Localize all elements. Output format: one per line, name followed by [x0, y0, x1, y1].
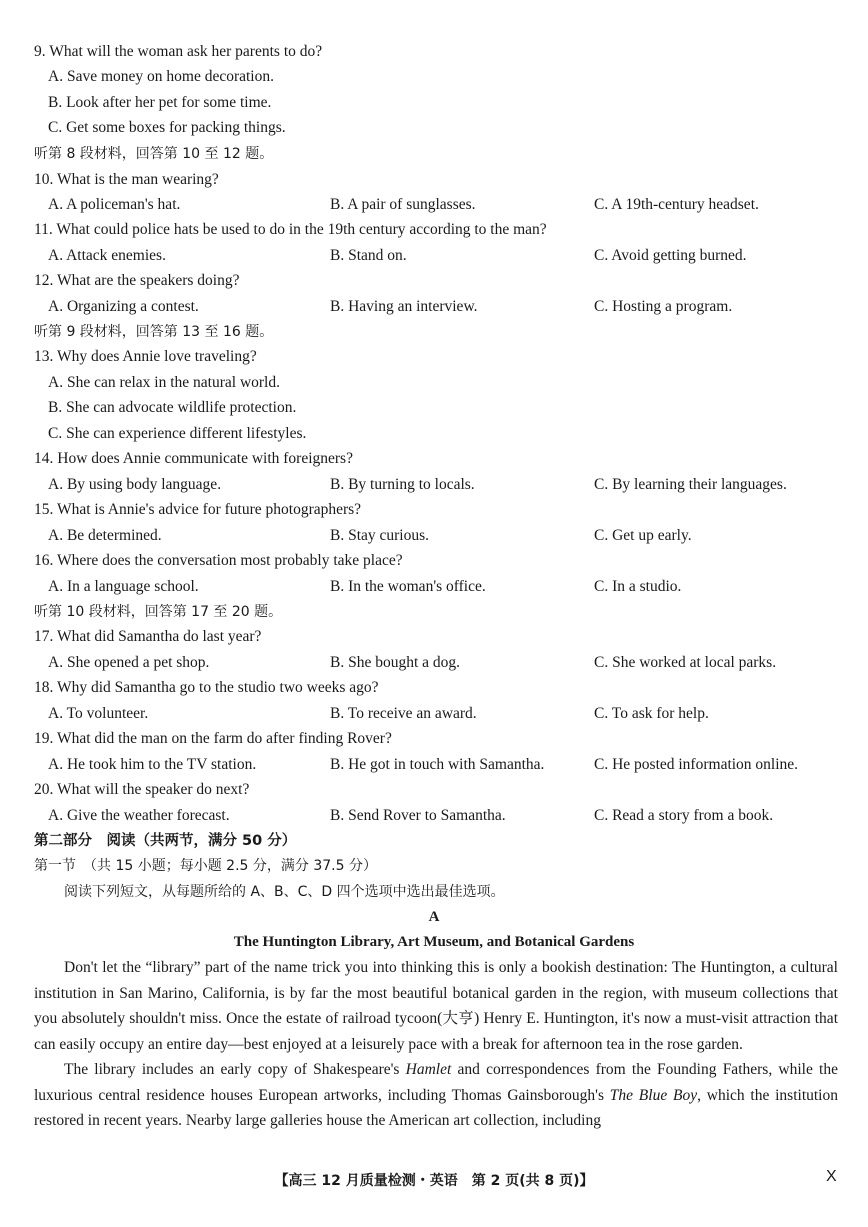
blue-boy-title: The Blue Boy — [609, 1086, 698, 1104]
q10-option-a: A. A policeman's hat. — [48, 196, 181, 213]
passage-letter: A — [428, 909, 440, 925]
q14-option-b: B. By turning to locals. — [330, 476, 475, 493]
q11-option-a: A. Attack enemies. — [48, 247, 166, 264]
q9-option-a: A. Save money on home decoration. — [48, 68, 274, 85]
part2-instruction: 阅读下列短文，从每题所给的 A、B、C、D 四个选项中选出最佳选项。 — [64, 884, 505, 900]
q16-option-c: C. In a studio. — [594, 578, 682, 595]
q17-option-c: C. She worked at local parks. — [594, 654, 777, 671]
question-9: 9. What will the woman ask her parents to do? — [34, 43, 323, 60]
q19-option-c: C. He posted information online. — [594, 756, 799, 773]
question-15: 15. What is Annie's advice for future photographers? — [34, 501, 362, 518]
q20-option-a: A. Give the weather forecast. — [48, 807, 230, 824]
section-instruction-10: 听第 10 段材料，回答第 17 至 20 题。 — [34, 604, 283, 620]
q16-option-b: B. In the woman's office. — [330, 578, 486, 595]
q15-option-b: B. Stay curious. — [330, 527, 430, 544]
question-10: 10. What is the man wearing? — [34, 171, 219, 188]
q19-option-b: B. He got in touch with Samantha. — [330, 756, 545, 773]
q9-option-c: C. Get some boxes for packing things. — [48, 119, 286, 136]
part2-heading: 第二部分 阅读（共两节，满分 50 分） — [34, 833, 297, 849]
q9-option-b: B. Look after her pet for some time. — [48, 94, 272, 111]
q12-option-c: C. Hosting a program. — [594, 298, 733, 315]
question-11: 11. What could police hats be used to do in the 19th century according to the man? — [34, 221, 547, 238]
q14-option-c: C. By learning their languages. — [594, 476, 787, 493]
q15-option-a: A. Be determined. — [48, 527, 162, 544]
hamlet-title: Hamlet — [405, 1061, 452, 1078]
question-12: 12. What are the speakers doing? — [34, 272, 240, 289]
q14-option-a: A. By using body language. — [48, 476, 222, 493]
q20-option-b: B. Send Rover to Samantha. — [330, 807, 506, 824]
q15-option-c: C. Get up early. — [594, 527, 692, 544]
q16-option-a: A. In a language school. — [48, 578, 199, 595]
section-instruction-9: 听第 9 段材料，回答第 13 至 16 题。 — [34, 324, 274, 340]
q17-option-a: A. She opened a pet shop. — [48, 654, 210, 671]
q10-option-b: B. A pair of sunglasses. — [330, 196, 476, 213]
q19-option-a: A. He took him to the TV station. — [48, 756, 257, 773]
q12-option-a: A. Organizing a contest. — [48, 298, 199, 315]
question-19: 19. What did the man on the farm do after finding Rover? — [34, 730, 392, 747]
passage-paragraph-2: The library includes an early copy of Shakespeare's Hamlet and correspondences from the Founding Fathers, while the luxurious central residence houses European artworks, including Thomas Gainsborough's The Blue Boy, which the institution restored in recent years. Nearby large galleries house the American art collection, including — [34, 1061, 838, 1129]
q11-option-b: B. Stand on. — [330, 247, 407, 264]
question-20: 20. What will the speaker do next? — [34, 781, 250, 798]
q20-option-c: C. Read a story from a book. — [594, 807, 774, 824]
passage-title: The Huntington Library, Art Museum, and Botanical Gardens — [233, 934, 635, 950]
q13-option-b: B. She can advocate wildlife protection. — [48, 399, 297, 416]
question-18: 18. Why did Samantha go to the studio two weeks ago? — [34, 679, 379, 696]
q13-option-a: A. She can relax in the natural world. — [48, 374, 280, 391]
footer-mark: X — [826, 1168, 837, 1185]
section-instruction-8: 听第 8 段材料，回答第 10 至 12 题。 — [34, 146, 274, 162]
q18-option-b: B. To receive an award. — [330, 705, 477, 722]
q10-option-c: C. A 19th-century headset. — [594, 196, 759, 213]
q13-option-c: C. She can experience different lifestyles. — [48, 425, 307, 442]
q12-option-b: B. Having an interview. — [330, 298, 478, 315]
question-16: 16. Where does the conversation most probably take place? — [34, 552, 403, 569]
passage-paragraph-1: Don't let the “library” part of the name trick you into thinking this is only a bookish destination: The Huntington, a cultural institution in San Marino, California, is by far the most beautiful botanical garden in the region, with museum collections that you absolutely shouldn't miss. Once the estate of railroad tycoon(大亨) Henry E. Huntington, it's now a must-visit attraction that can easily occupy an entire day—best enjoyed at a leisurely pace with a break for afternoon tea in the rose garden. — [34, 959, 838, 1053]
part2-section1: 第一节 （共 15 小题；每小题 2.5 分，满分 37.5 分） — [34, 858, 377, 874]
question-17: 17. What did Samantha do last year? — [34, 628, 262, 645]
q11-option-c: C. Avoid getting burned. — [594, 247, 747, 264]
q17-option-b: B. She bought a dog. — [330, 654, 461, 671]
q18-option-c: C. To ask for help. — [594, 705, 709, 722]
q18-option-a: A. To volunteer. — [48, 705, 149, 722]
question-14: 14. How does Annie communicate with foreigners? — [34, 450, 353, 467]
page-footer: 【高三 12 月质量检测・英语 第 2 页(共 8 页)】 — [274, 1173, 594, 1189]
question-13: 13. Why does Annie love traveling? — [34, 348, 257, 365]
